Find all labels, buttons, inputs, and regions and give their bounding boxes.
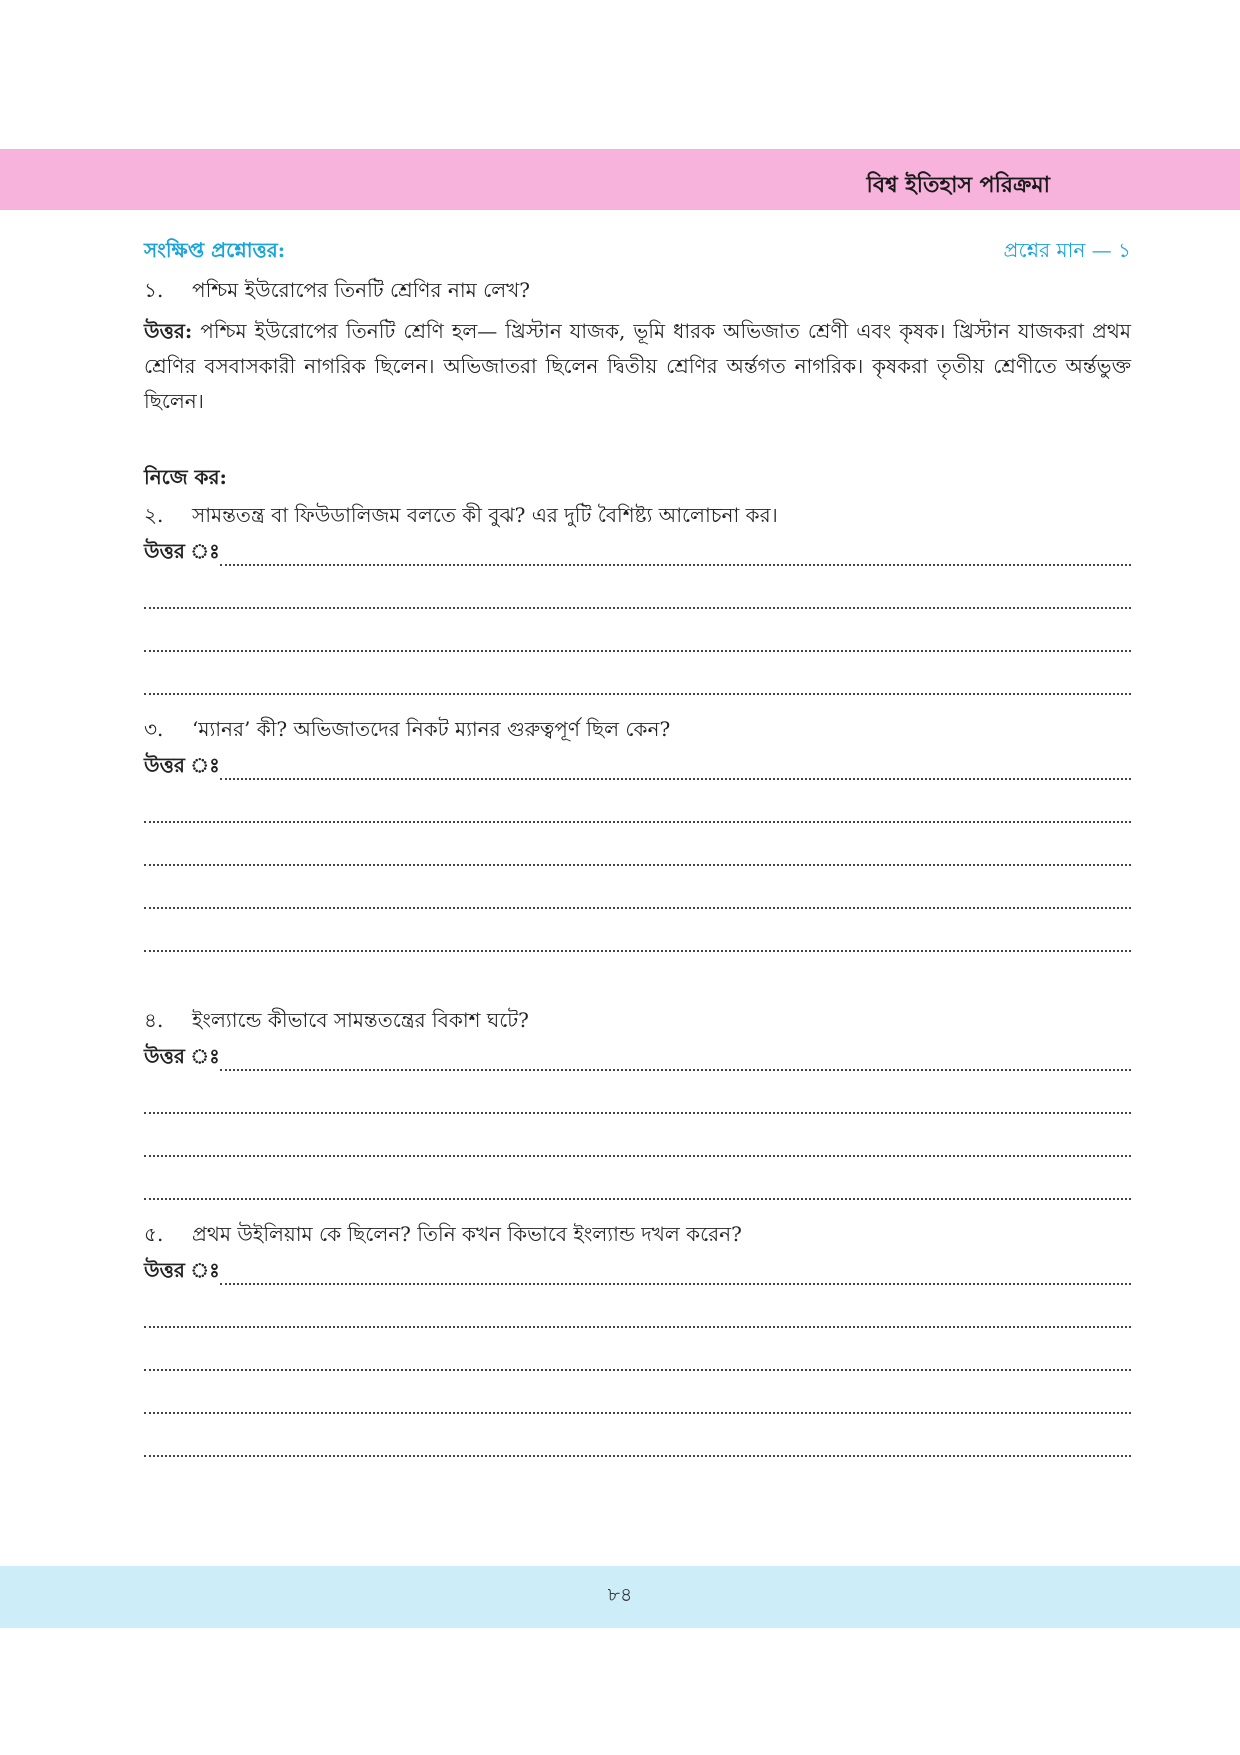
practice-question xyxy=(144,1220,1131,1248)
answer-line[interactable] xyxy=(144,529,1131,572)
question-number: ৪. xyxy=(144,1008,164,1032)
practice-question xyxy=(144,1006,1131,1034)
question-marks: প্রশ্নের মান — ১ xyxy=(1003,238,1131,262)
page-content xyxy=(144,236,1131,1463)
dotted-line xyxy=(144,821,1131,823)
question-text: পশ্চিম ইউরোপের তিনটি শ্রেণির নাম লেখ? xyxy=(192,278,530,302)
answer-line[interactable] xyxy=(144,1163,1131,1206)
answer-line[interactable] xyxy=(144,1120,1131,1163)
dotted-line xyxy=(220,564,1131,566)
dotted-line xyxy=(220,778,1131,780)
answer-line[interactable] xyxy=(144,786,1131,829)
section-header xyxy=(144,236,1131,276)
dotted-line xyxy=(220,1069,1131,1071)
answer-line[interactable] xyxy=(144,658,1131,701)
answer-label: উত্তর ঃ xyxy=(144,1044,220,1068)
dotted-line xyxy=(144,650,1131,652)
question-number: ২. xyxy=(144,503,164,527)
answer-line[interactable] xyxy=(144,1377,1131,1420)
question-number: ৫. xyxy=(144,1222,164,1246)
practice-title: নিজে কর: xyxy=(144,465,227,489)
answer-line[interactable] xyxy=(144,915,1131,958)
dotted-line xyxy=(220,1283,1131,1285)
practice-question-block xyxy=(144,1006,1131,1206)
answer-line[interactable] xyxy=(144,1291,1131,1334)
answer-line[interactable] xyxy=(144,1334,1131,1377)
answer-label: উত্তর ঃ xyxy=(144,539,220,563)
dotted-line xyxy=(144,1155,1131,1157)
question-text: ইংল্যান্ডে কীভাবে সামন্ততন্ত্রের বিকাশ ঘটে? xyxy=(192,1008,529,1032)
dotted-line xyxy=(144,1326,1131,1328)
dotted-line xyxy=(144,864,1131,866)
book-title: বিশ্ব ইতিহাস পরিক্রমা xyxy=(866,172,1050,198)
practice-question-block xyxy=(144,501,1131,701)
practice-question-block xyxy=(144,715,1131,958)
practice-question xyxy=(144,715,1131,743)
question-text: ‘ম্যানর’ কী? অভিজাতদের নিকট ম্যানর গুরুত্বপূর্ণ ছিল কেন? xyxy=(192,717,671,741)
answer-label: উত্তর ঃ xyxy=(144,1258,220,1282)
answer-line[interactable] xyxy=(144,743,1131,786)
answer-line[interactable] xyxy=(144,1077,1131,1120)
answer-line[interactable] xyxy=(144,1034,1131,1077)
dotted-line xyxy=(144,1198,1131,1200)
dotted-line xyxy=(144,607,1131,609)
spacer xyxy=(144,958,1131,1000)
footer-band xyxy=(0,1566,1240,1628)
question-number: ৩. xyxy=(144,717,164,741)
question-text: সামন্ততন্ত্র বা ফিউডালিজম বলতে কী বুঝ? এর দুটি বৈশিষ্ট্য আলোচনা কর। xyxy=(192,503,778,527)
page-number: ৮৪ xyxy=(607,1584,633,1606)
answer-line[interactable] xyxy=(144,615,1131,658)
answer-line[interactable] xyxy=(144,1420,1131,1463)
header-band xyxy=(0,149,1240,210)
practice-question xyxy=(144,501,1131,529)
answer-line[interactable] xyxy=(144,572,1131,615)
dotted-line xyxy=(144,950,1131,952)
dotted-line xyxy=(144,1412,1131,1414)
answer-line[interactable] xyxy=(144,872,1131,915)
solved-question xyxy=(144,276,1131,304)
answer-line[interactable] xyxy=(144,1248,1131,1291)
dotted-line xyxy=(144,907,1131,909)
answer-label: উত্তর: xyxy=(144,319,193,343)
dotted-line xyxy=(144,1369,1131,1371)
section-title: সংক্ষিপ্ত প্রশ্নোত্তর: xyxy=(144,238,286,262)
dotted-line xyxy=(144,1455,1131,1457)
practice-question-block xyxy=(144,1220,1131,1463)
dotted-line xyxy=(144,1112,1131,1114)
answer-body: পশ্চিম ইউরোপের তিনটি শ্রেণি হল— খ্রিস্টান যাজক, ভূমি ধারক অভিজাত শ্রেণী এবং কৃষক। খ্রিস্টান যাজকরা প্রথম শ্রেণির বসবাসকারী নাগরিক ছিলেন। অভিজাতরা ছিলেন দ্বিতীয় শ্রেণির অর্ন্তগত নাগরিক। কৃষকরা তৃতীয় শ্রেণীতে অর্ন্তভুক্ত ছিলেন। xyxy=(144,319,1131,413)
dotted-line xyxy=(144,693,1131,695)
solved-answer xyxy=(144,314,1131,419)
question-number: ১. xyxy=(144,278,164,302)
question-text: প্রথম উইলিয়াম কে ছিলেন? তিনি কখন কিভাবে ইংল্যান্ড দখল করেন? xyxy=(192,1222,742,1246)
answer-label: উত্তর ঃ xyxy=(144,753,220,777)
answer-line[interactable] xyxy=(144,829,1131,872)
